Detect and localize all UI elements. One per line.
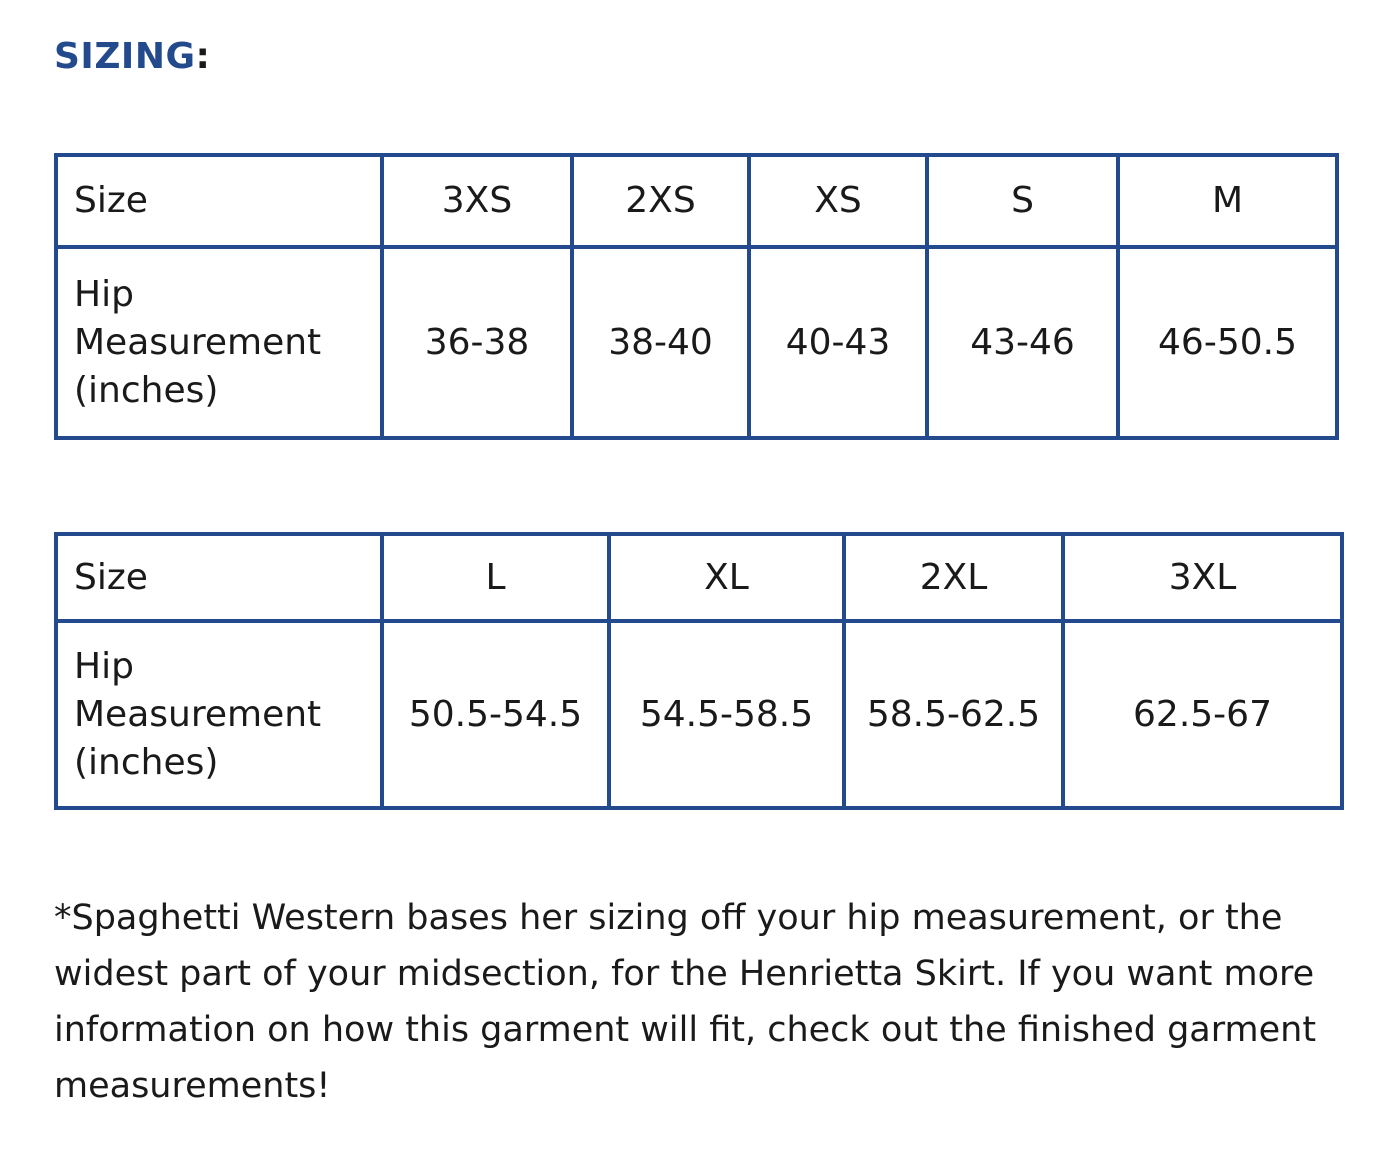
sizing-heading-colon: : (195, 36, 211, 77)
hip-cell: 40-43 (749, 247, 927, 438)
size-row (56, 155, 1337, 247)
hip-label-line: (inches) (74, 741, 219, 783)
size-table-large (54, 532, 1344, 810)
hip-row-label (56, 621, 382, 808)
hip-label-line: Hip (74, 273, 134, 315)
hip-row-label (56, 247, 382, 438)
size-cell: 2XS (572, 155, 749, 247)
size-cell: XS (749, 155, 927, 247)
hip-cell: 58.5-62.5 (844, 621, 1063, 808)
size-cell: M (1118, 155, 1337, 247)
hip-cell: 62.5-67 (1063, 621, 1342, 808)
size-table-small (54, 153, 1339, 440)
hip-label-line: Measurement (74, 693, 322, 735)
sizing-heading (54, 36, 210, 77)
hip-cell: 38-40 (572, 247, 749, 438)
hip-cell: 43-46 (927, 247, 1118, 438)
size-cell: L (382, 534, 609, 621)
hip-cell: 46-50.5 (1118, 247, 1337, 438)
hip-cell: 50.5-54.5 (382, 621, 609, 808)
hip-row (56, 247, 1337, 438)
size-row (56, 534, 1342, 621)
sizing-heading-word: SIZING (54, 36, 196, 77)
hip-label-line: (inches) (74, 369, 219, 411)
hip-cell: 36-38 (382, 247, 572, 438)
size-cell: XL (609, 534, 844, 621)
size-cell: 3XL (1063, 534, 1342, 621)
hip-cell: 54.5-58.5 (609, 621, 844, 808)
size-row-label: Size (56, 534, 382, 621)
size-cell: S (927, 155, 1118, 247)
size-cell: 2XL (844, 534, 1063, 621)
hip-row (56, 621, 1342, 808)
size-row-label: Size (56, 155, 382, 247)
sizing-note: *Spaghetti Western bases her sizing off your hip measurement, or the widest part of your midsection, for the Henrietta Skirt. If you want more information on how this garment will fit, check out the finished garment measurements! (54, 898, 1317, 1106)
size-cell: 3XS (382, 155, 572, 247)
hip-label-line: Measurement (74, 321, 322, 363)
hip-label-line: Hip (74, 645, 134, 687)
